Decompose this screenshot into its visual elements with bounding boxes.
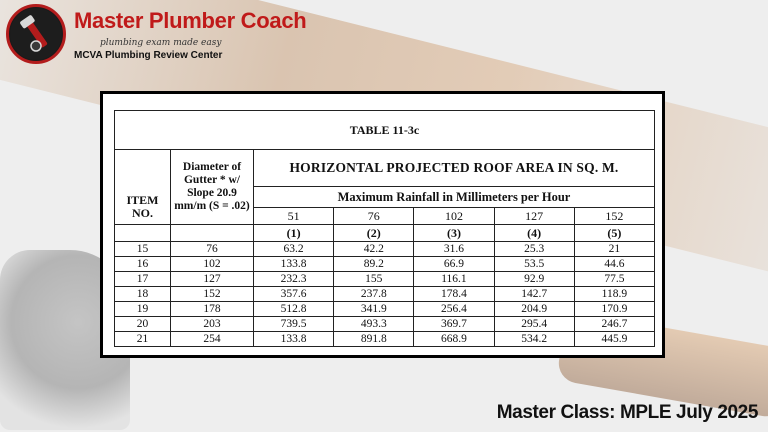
value-cell: 534.2 — [494, 332, 574, 347]
item-cell: 16 — [115, 257, 171, 272]
value-cell: 63.2 — [254, 242, 334, 257]
column-number: (1) — [254, 225, 334, 242]
blank-cell — [115, 225, 171, 242]
value-cell: 77.5 — [574, 272, 654, 287]
value-cell: 31.6 — [414, 242, 494, 257]
value-cell: 237.8 — [334, 287, 414, 302]
wrench-logo-icon — [9, 7, 63, 61]
item-cell: 15 — [115, 242, 171, 257]
table-row — [115, 317, 655, 332]
diameter-cell: 76 — [171, 242, 254, 257]
rainfall-rate: 127 — [494, 208, 574, 225]
value-cell: 44.6 — [574, 257, 654, 272]
value-cell: 133.8 — [254, 332, 334, 347]
value-cell: 256.4 — [414, 302, 494, 317]
column-number: (5) — [574, 225, 654, 242]
diameter-cell: 203 — [171, 317, 254, 332]
footer-label: Master Class: MPLE July 2025 — [496, 402, 758, 423]
value-cell: 89.2 — [334, 257, 414, 272]
item-header: ITEM NO. — [115, 150, 171, 225]
value-cell: 66.9 — [414, 257, 494, 272]
table-card — [100, 91, 665, 358]
brand-logo — [6, 4, 66, 64]
brand-subtitle: MCVA Plumbing Review Center — [74, 50, 223, 61]
item-cell: 18 — [115, 287, 171, 302]
value-cell: 170.9 — [574, 302, 654, 317]
brand-tagline: plumbing exam made easy — [100, 38, 222, 48]
item-cell: 19 — [115, 302, 171, 317]
rainfall-rate: 51 — [254, 208, 334, 225]
item-cell: 20 — [115, 317, 171, 332]
item-cell: 21 — [115, 332, 171, 347]
value-cell: 493.3 — [334, 317, 414, 332]
table-row — [115, 332, 655, 347]
diameter-header: Diameter of Gutter * w/ Slope 20.9 mm/m (S = .02) — [171, 150, 254, 225]
value-cell: 739.5 — [254, 317, 334, 332]
brand-title: Master Plumber Coach — [74, 8, 307, 33]
value-cell: 92.9 — [494, 272, 574, 287]
value-cell: 25.3 — [494, 242, 574, 257]
blank-cell — [171, 225, 254, 242]
roof-area-table — [114, 110, 655, 347]
value-cell: 142.7 — [494, 287, 574, 302]
rainfall-rate: 102 — [414, 208, 494, 225]
rainfall-rate: 152 — [574, 208, 654, 225]
value-cell: 295.4 — [494, 317, 574, 332]
value-cell: 155 — [334, 272, 414, 287]
value-cell: 445.9 — [574, 332, 654, 347]
value-cell: 116.1 — [414, 272, 494, 287]
column-number: (4) — [494, 225, 574, 242]
diameter-cell: 152 — [171, 287, 254, 302]
value-cell: 133.8 — [254, 257, 334, 272]
value-cell: 891.8 — [334, 332, 414, 347]
rainfall-rate: 76 — [334, 208, 414, 225]
table-title: TABLE 11-3c — [115, 111, 655, 150]
table-row — [115, 302, 655, 317]
item-cell: 17 — [115, 272, 171, 287]
value-cell: 53.5 — [494, 257, 574, 272]
value-cell: 341.9 — [334, 302, 414, 317]
table-row — [115, 272, 655, 287]
value-cell: 118.9 — [574, 287, 654, 302]
value-cell: 668.9 — [414, 332, 494, 347]
value-cell: 512.8 — [254, 302, 334, 317]
column-number: (2) — [334, 225, 414, 242]
table-row — [115, 287, 655, 302]
value-cell: 232.3 — [254, 272, 334, 287]
value-cell: 246.7 — [574, 317, 654, 332]
diameter-cell: 254 — [171, 332, 254, 347]
value-cell: 21 — [574, 242, 654, 257]
rainfall-header: Maximum Rainfall in Millimeters per Hour — [254, 187, 655, 208]
diameter-cell: 178 — [171, 302, 254, 317]
diameter-cell: 127 — [171, 272, 254, 287]
column-number: (3) — [414, 225, 494, 242]
table-row — [115, 257, 655, 272]
value-cell: 204.9 — [494, 302, 574, 317]
diameter-cell: 102 — [171, 257, 254, 272]
value-cell: 42.2 — [334, 242, 414, 257]
roof-area-header: HORIZONTAL PROJECTED ROOF AREA IN SQ. M. — [254, 150, 655, 187]
value-cell: 178.4 — [414, 287, 494, 302]
value-cell: 369.7 — [414, 317, 494, 332]
table-row — [115, 242, 655, 257]
value-cell: 357.6 — [254, 287, 334, 302]
